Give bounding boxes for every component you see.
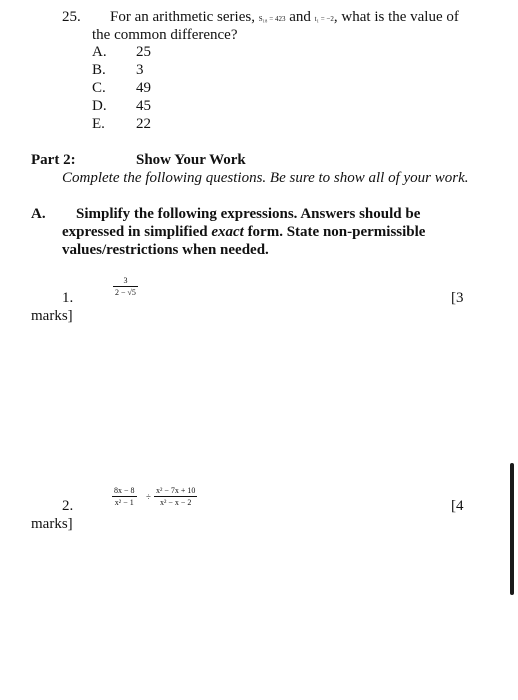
- series-sum-expression: S₁₈ = 423: [258, 15, 286, 23]
- fraction-bar: [112, 496, 137, 497]
- option-b-value: 3: [136, 62, 144, 78]
- question-25-line2: the common difference?: [92, 27, 238, 43]
- option-e-value: 22: [136, 116, 151, 132]
- vertical-scrollbar[interactable]: [510, 463, 514, 595]
- question-25-number: 25.: [62, 9, 81, 25]
- option-b-letter: B.: [92, 62, 106, 78]
- problem-1-marks-open: [3: [451, 290, 464, 306]
- option-e-letter: E.: [92, 116, 105, 132]
- problem-2-fraction-2-numerator: x² − 7x + 10: [156, 486, 196, 495]
- question-25-text-before: For an arithmetic series,: [110, 9, 255, 25]
- problem-2-fraction-2: [154, 486, 197, 507]
- question-25-text-after: , what is the value of: [333, 9, 459, 25]
- option-d-letter: D.: [92, 98, 107, 114]
- problem-2-fraction-1: [112, 486, 137, 507]
- part-2-label: Part 2:: [31, 152, 76, 168]
- part-2-instruction: Complete the following questions. Be sure to show all of your work.: [62, 170, 469, 186]
- section-a-line2-pre: expressed in simplified: [62, 224, 212, 240]
- problem-2-number: 2.: [62, 498, 74, 514]
- problem-2-marks-close: marks]: [31, 516, 73, 532]
- section-a-line2: [62, 223, 425, 241]
- problem-2-marks-open: [4: [451, 498, 464, 514]
- problem-1-number: 1.: [62, 290, 74, 306]
- first-term-expression: t₁ = −2: [314, 15, 334, 23]
- problem-2-fraction-1-numerator: 8x − 8: [114, 486, 135, 495]
- fraction-bar: [154, 496, 197, 497]
- section-a-letter: A.: [31, 206, 46, 222]
- question-25-line1: [110, 8, 459, 28]
- option-c-value: 49: [136, 80, 151, 96]
- option-d-value: 45: [136, 98, 151, 114]
- option-a-value: 25: [136, 44, 151, 60]
- problem-2-fraction-2-denominator: x² − x − 2: [160, 498, 192, 507]
- option-c-letter: C.: [92, 80, 106, 96]
- problem-1-numerator: 3: [123, 276, 128, 285]
- problem-1-fraction: [113, 276, 138, 297]
- division-operator: ÷: [146, 492, 151, 502]
- section-a-line2-post: form. State non-permissible: [243, 224, 426, 240]
- part-2-title: Show Your Work: [136, 152, 246, 168]
- section-a-line3: values/restrictions when needed.: [62, 242, 269, 258]
- problem-1-denominator: 2 − √5: [115, 288, 136, 297]
- option-a-letter: A.: [92, 44, 107, 60]
- section-a-exact-emphasis: exact: [211, 224, 244, 240]
- question-25-and: and: [289, 9, 311, 25]
- problem-1-marks-close: marks]: [31, 308, 73, 324]
- section-a-line1: Simplify the following expressions. Answers should be: [76, 206, 421, 222]
- fraction-bar: [113, 286, 138, 287]
- problem-2-fraction-1-denominator: x² − 1: [114, 498, 134, 507]
